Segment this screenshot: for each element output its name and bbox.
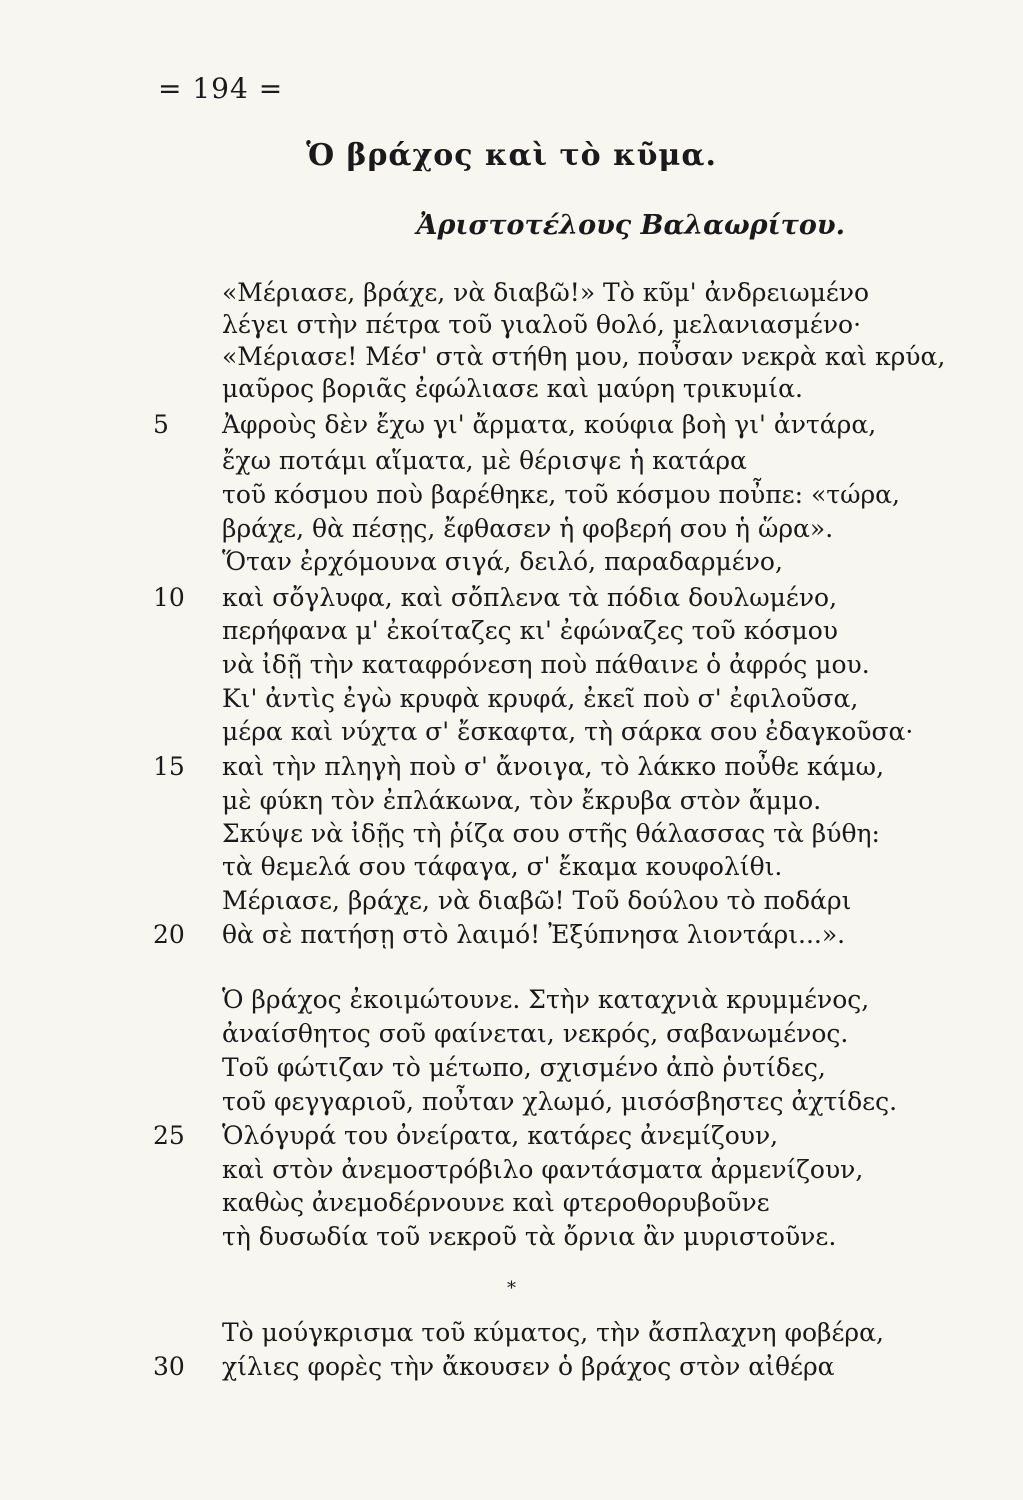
poem-line: Κι' ἀντὶς ἐγὼ κρυφὰ κρυφά, ἐκεῖ ποὺ σ' ἐφιλοῦσα, [222, 684, 859, 713]
poem-line: Μέριασε, βράχε, νὰ διαβῶ! Τοῦ δούλου τὸ ποδάρι [222, 886, 852, 915]
poem-line: Σκύψε νὰ ἰδῇς τὴ ῥίζα σου στῆς θάλασσας τὰ βύθη: [222, 819, 880, 848]
poem-line: ἀναίσθητος σοῦ φαίνεται, νεκρός, σαβανωμένος. [222, 1019, 849, 1048]
line-number: 25 [153, 1121, 185, 1150]
poem-line: θὰ σὲ πατήσῃ στὸ λαιμό! Ἐξύπνησα λιοντάρι...». [222, 920, 846, 949]
page-number: = 194 = [158, 72, 284, 105]
section-separator: * [507, 1278, 516, 1299]
poem-line: μέρα καὶ νύχτα σ' ἔσκαφτα, τὴ σάρκα σου ἐδαγκοῦσα· [222, 717, 914, 746]
poem-line: νὰ ἰδῇ τὴν καταφρόνεση ποὺ πάθαινε ὁ ἀφρός μου. [222, 650, 870, 679]
line-number: 10 [153, 583, 185, 612]
poem-line: τὰ θεμελά σου τάφαγα, σ' ἔκαμα κουφολίθι. [222, 852, 783, 881]
poem-line: καὶ σὄγλυφα, καὶ σὄπλενα τὰ πόδια δουλωμένο, [222, 583, 838, 612]
poem-title: Ὁ βράχος καὶ τὸ κῦμα. [306, 138, 717, 173]
poem-line: λέγει στὴν πέτρα τοῦ γιαλοῦ θολό, μελανιασμένο· [222, 310, 862, 339]
poem-line: περήφανα μ' ἐκοίταζες κι' ἐφώναζες τοῦ κόσμου [222, 616, 838, 645]
poem-line: ἔχω ποτάμι αἵματα, μὲ θέρισψε ἡ κατάρα [222, 446, 747, 475]
poem-line: Ἀφροὺς δὲν ἔχω γι' ἄρματα, κούφια βοὴ γι' ἀντάρα, [222, 410, 877, 439]
poem-line: καὶ τὴν πληγὴ ποὺ σ' ἄνοιγα, τὸ λάκκο ποὖθε κάμω, [222, 752, 885, 781]
line-number: 5 [153, 410, 169, 439]
poem-line: μαῦρος βοριᾶς ἐφώλιασε καὶ μαύρη τρικυμία. [222, 374, 803, 403]
poem-line: μὲ φύκη τὸν ἐπλάκωνα, τὸν ἔκρυβα στὸν ἄμμο. [222, 786, 822, 815]
line-number: 20 [153, 920, 185, 949]
poem-line: «Μέριασε, βράχε, νὰ διαβῶ!» Τὸ κῦμ' ἀνδρειωμένο [222, 278, 870, 307]
poem-line: Ὅταν ἐρχόμουνα σιγά, δειλό, παραδαρμένο, [222, 547, 783, 576]
poem-line: τὴ δυσωδία τοῦ νεκροῦ τὰ ὄρνια ἂν μυριστοῦνε. [222, 1222, 837, 1251]
poem-line: καθὼς ἀνεμοδέρνουνε καὶ φτεροθορυβοῦνε [222, 1188, 770, 1217]
poem-line: χίλιες φορὲς τὴν ἄκουσεν ὁ βράχος στὸν αἰθέρα [222, 1352, 835, 1381]
poem-line: Τὸ μούγκρισμα τοῦ κύματος, τὴν ἄσπλαχνη φοβέρα, [222, 1318, 884, 1347]
poem-line: καὶ στὸν ἀνεμοστρόβιλο φαντάσματα ἀρμενίζουν, [222, 1155, 864, 1184]
poem-line: τοῦ φεγγαριοῦ, ποὖταν χλωμό, μισόσβηστες ἀχτίδες. [222, 1087, 898, 1116]
poem-line: τοῦ κόσμου ποὺ βαρέθηκε, τοῦ κόσμου ποὖπε: «τώρα, [222, 480, 901, 509]
poem-author: Ἀριστοτέλους Βαλαωρίτου. [416, 210, 845, 241]
poem-line: «Μέριασε! Μέσ' στὰ στήθη μου, ποὖσαν νεκρὰ καὶ κρύα, [222, 342, 946, 371]
poem-line: Ὁλόγυρά του ὀνείρατα, κατάρες ἀνεμίζουν, [222, 1121, 779, 1150]
poem-line: Ὁ βράχος ἐκοιμώτουνε. Στὴν καταχνιὰ κρυμμένος, [222, 985, 870, 1014]
poem-line: Τοῦ φώτιζαν τὸ μέτωπο, σχισμένο ἀπὸ ῥυτίδες, [222, 1053, 826, 1082]
poem-line: βράχε, θὰ πέσῃς, ἔφθασεν ἡ φοβερή σου ἡ ὥρα». [222, 514, 834, 543]
line-number: 30 [153, 1352, 185, 1381]
line-number: 15 [153, 752, 185, 781]
